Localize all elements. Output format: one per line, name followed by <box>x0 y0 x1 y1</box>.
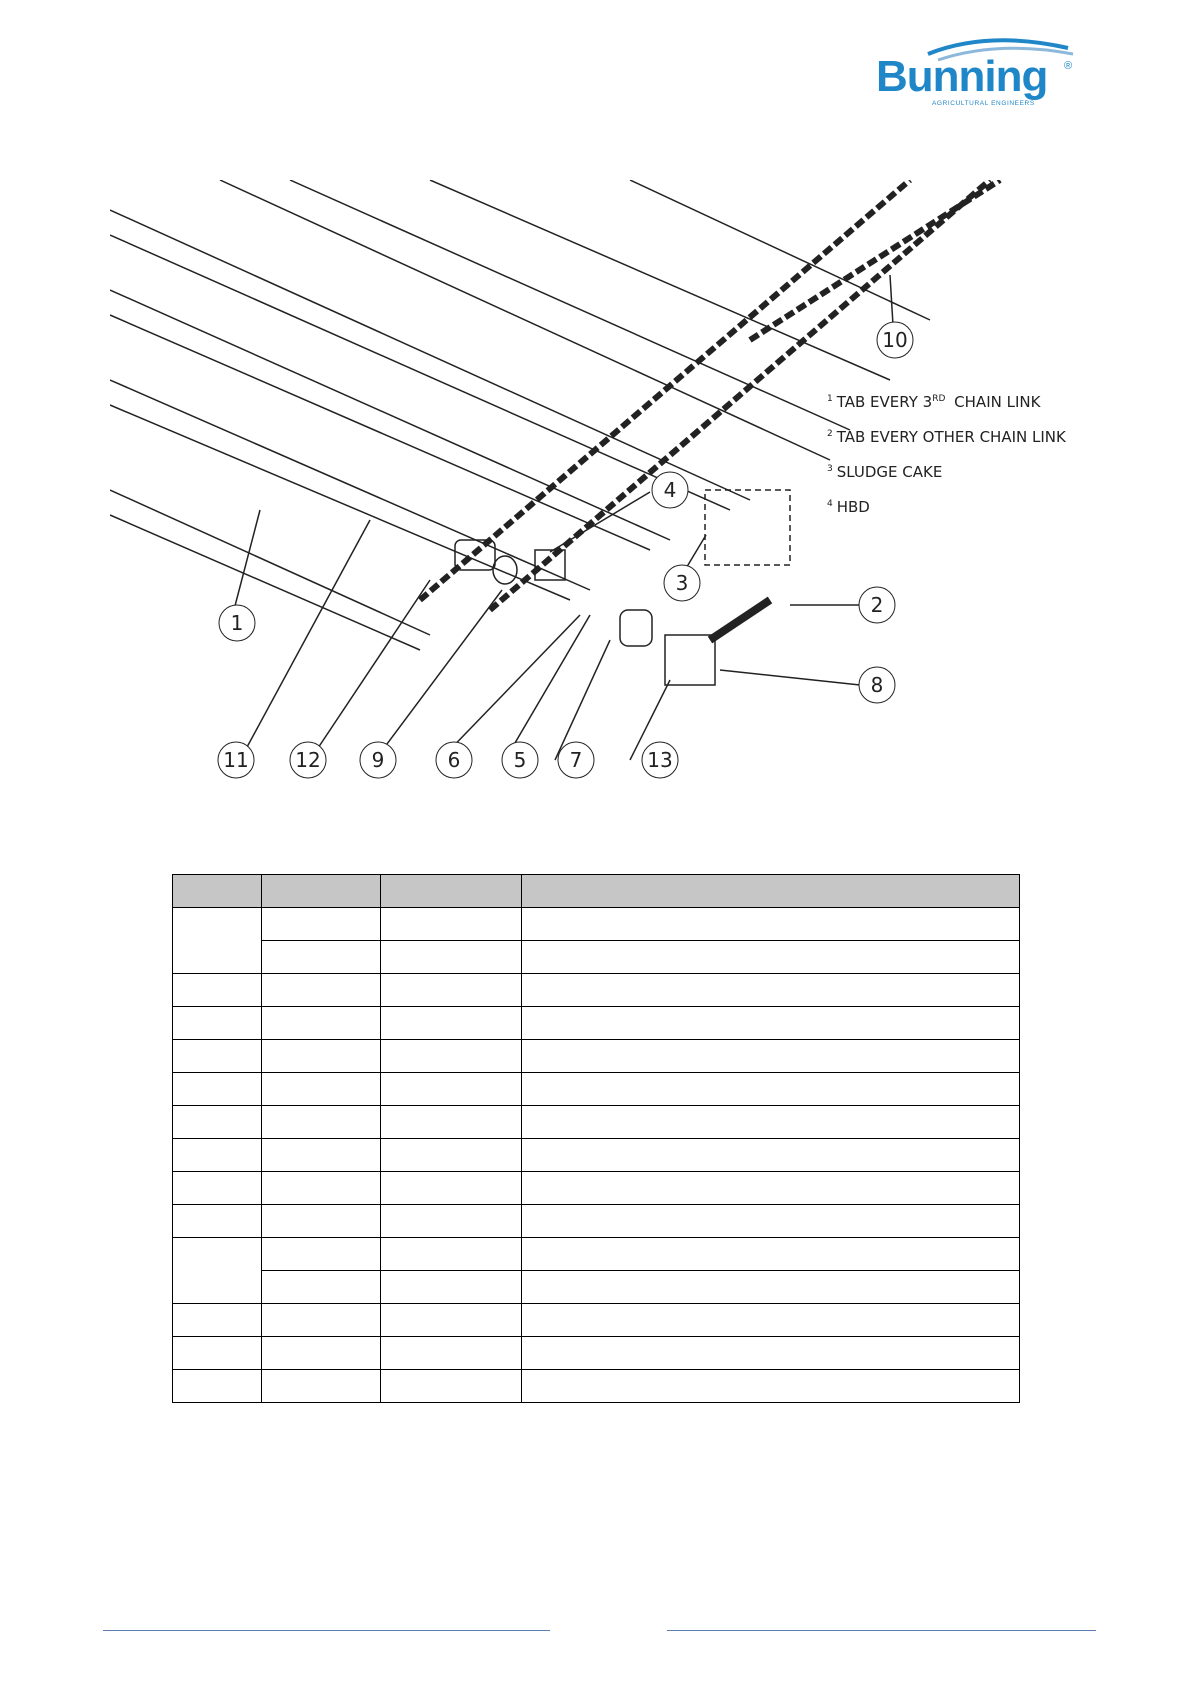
svg-text:4: 4 <box>663 478 677 502</box>
table-cell <box>173 1073 262 1106</box>
table-cell <box>262 908 381 941</box>
table-row <box>173 941 1020 974</box>
table-cell <box>522 1007 1020 1040</box>
table-cell <box>173 1304 262 1337</box>
svg-text:6: 6 <box>447 748 461 772</box>
table-cell <box>381 1238 522 1271</box>
table-row <box>173 1205 1020 1238</box>
callout-8 <box>859 667 895 703</box>
svg-text:11: 11 <box>223 748 249 772</box>
table-row <box>173 1106 1020 1139</box>
table-cell <box>173 1106 262 1139</box>
table-cell <box>173 1205 262 1238</box>
table-row <box>173 974 1020 1007</box>
table-cell <box>262 1073 381 1106</box>
svg-text:9: 9 <box>371 748 385 772</box>
table-cell <box>522 1370 1020 1403</box>
table-cell <box>381 974 522 1007</box>
table-cell <box>262 1271 381 1304</box>
note-2: $^2$ TAB EVERY OTHER CHAIN LINK <box>827 428 1066 446</box>
table-cell <box>381 1007 522 1040</box>
table-cell <box>173 1238 262 1304</box>
callout-1 <box>219 605 255 641</box>
table-cell <box>522 1271 1020 1304</box>
table-row <box>173 1073 1020 1106</box>
callout-6 <box>436 742 472 778</box>
table-row <box>173 1337 1020 1370</box>
footer-divider-right <box>667 1630 1096 1631</box>
table-row <box>173 1040 1020 1073</box>
table-cell <box>381 1139 522 1172</box>
table-cell <box>522 1337 1020 1370</box>
svg-text:1: 1 <box>230 611 244 635</box>
header-cell <box>262 875 381 908</box>
table-cell <box>522 1040 1020 1073</box>
table-row <box>173 1370 1020 1403</box>
table-cell <box>522 908 1020 941</box>
table-cell <box>381 1337 522 1370</box>
table-row <box>173 1238 1020 1271</box>
table-cell <box>262 1139 381 1172</box>
bunning-logo <box>868 20 1088 110</box>
callout-2 <box>859 587 895 623</box>
svg-text:12: 12 <box>295 748 321 772</box>
header-cell <box>173 875 262 908</box>
table-cell <box>262 941 381 974</box>
svg-text:13: 13 <box>647 748 673 772</box>
table-cell <box>262 1040 381 1073</box>
svg-text:5: 5 <box>513 748 527 772</box>
table-cell <box>522 1238 1020 1271</box>
callout-4 <box>652 472 688 508</box>
callout-11 <box>218 742 254 778</box>
svg-text:3: 3 <box>675 571 689 595</box>
table-header-row <box>173 875 1020 908</box>
callout-10 <box>877 322 913 358</box>
table-cell <box>262 1337 381 1370</box>
callout-13 <box>642 742 678 778</box>
svg-text:10: 10 <box>882 328 908 352</box>
table-row <box>173 1304 1020 1337</box>
parts-table <box>172 874 1020 1403</box>
note-1: $^1$ TAB EVERY 3RD CHAIN LINK <box>827 393 1041 411</box>
svg-text:7: 7 <box>569 748 583 772</box>
table-cell <box>262 1370 381 1403</box>
table-cell <box>381 1370 522 1403</box>
header-cell <box>522 875 1020 908</box>
table-cell <box>381 1106 522 1139</box>
table-cell <box>173 974 262 1007</box>
table-cell <box>522 1205 1020 1238</box>
table-cell <box>262 1205 381 1238</box>
table-cell <box>381 941 522 974</box>
table-cell <box>173 1139 262 1172</box>
table-cell <box>262 974 381 1007</box>
logo-wordmark: Bunning <box>876 52 1048 101</box>
note-4: $^4$ HBD <box>827 498 870 516</box>
table-cell <box>173 1007 262 1040</box>
table-cell <box>522 1304 1020 1337</box>
table-cell <box>522 1073 1020 1106</box>
table-cell <box>173 908 262 974</box>
callout-12 <box>290 742 326 778</box>
diagram-notes <box>827 393 1066 533</box>
table-row <box>173 1172 1020 1205</box>
table-cell <box>173 1040 262 1073</box>
table-cell <box>381 1304 522 1337</box>
table-cell <box>173 1172 262 1205</box>
table-cell <box>522 974 1020 1007</box>
footer-divider-left <box>103 1630 550 1631</box>
table-cell <box>173 1370 262 1403</box>
table-cell <box>262 1172 381 1205</box>
table-cell <box>522 1106 1020 1139</box>
note-3: $^3$ SLUDGE CAKE <box>827 463 943 481</box>
table-cell <box>381 1172 522 1205</box>
header-cell <box>381 875 522 908</box>
svg-text:8: 8 <box>870 673 884 697</box>
table-cell <box>262 1007 381 1040</box>
table-cell <box>381 1205 522 1238</box>
callout-9 <box>360 742 396 778</box>
callout-5 <box>502 742 538 778</box>
table-cell <box>381 908 522 941</box>
table-cell <box>381 1073 522 1106</box>
table-cell <box>522 1139 1020 1172</box>
table-cell <box>522 941 1020 974</box>
table-cell <box>262 1304 381 1337</box>
table-cell <box>262 1106 381 1139</box>
callout-7 <box>558 742 594 778</box>
table-row <box>173 908 1020 941</box>
table-row <box>173 1139 1020 1172</box>
logo-registered-mark: ® <box>1064 60 1073 72</box>
table-cell <box>262 1238 381 1271</box>
svg-text:2: 2 <box>870 593 884 617</box>
callout-3 <box>664 565 700 601</box>
table-cell <box>381 1040 522 1073</box>
table-cell <box>173 1337 262 1370</box>
table-cell <box>522 1172 1020 1205</box>
logo-subtitle: AGRICULTURAL ENGINEERS <box>932 100 1035 107</box>
table-row <box>173 1271 1020 1304</box>
table-cell <box>381 1271 522 1304</box>
table-row <box>173 1007 1020 1040</box>
